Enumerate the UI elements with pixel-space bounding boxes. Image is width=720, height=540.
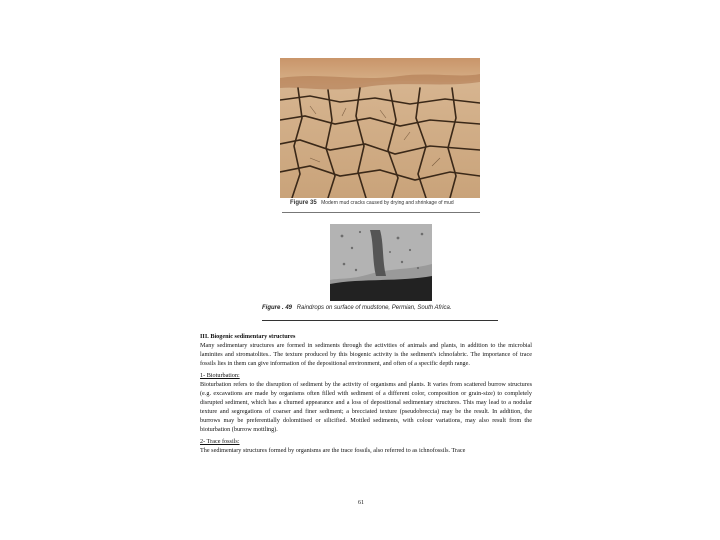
figure-caption-text: Modern mud cracks caused by drying and shrinkage of mud (321, 200, 454, 206)
trace-fossils-paragraph: The sedimentary structures formed by organisms are the trace fossils, also referred to as ichnofossils. Trace (200, 447, 466, 454)
bioturbation-paragraph: Bioturbation refers to the disruption of sediment by the activity of organisms and plants. It varies from scattered burrow structures (e.g. excavations are made by organisms often filled with sediment of a different color, composition or grain-size) to completely disrupted sediment, which has a churned appearance and a loss of depositional sedimentary structures. This may lead to a nodular texture and segregations of coarser and finer sediment; a brecciated texture (pseudobreccia) may be the result. In addition, the burrows may be preferentially dolomitised or silicified. Mottled sediments, with colour variations, may also result from the bioturbation (burrow mottling). (200, 381, 532, 433)
page-number: 61 (358, 500, 364, 506)
divider (262, 320, 498, 321)
subsection-title-trace-fossils: 2- Trace fossils: (200, 438, 240, 445)
intro-paragraph: Many sedimentary structures are formed in sediments through the activities of animals and plants, in addition to the microbial laminites and stromatolites.. The texture produced by this biogenic activity is the sediment's ichnofabric. The importance of trace fossils lies in them can give information of the depositional environment, and often of a specific depth range. (200, 342, 532, 367)
raindrops-photo (330, 224, 432, 301)
mud-cracks-photo (280, 58, 480, 198)
figure-label: Figure 35 (290, 200, 317, 206)
subsection-title-bioturbation: 1- Bioturbation: (200, 372, 240, 379)
section-body (200, 332, 532, 455)
section-heading: III. Biogenic sedimentary structures (200, 333, 296, 340)
figure-caption (262, 305, 502, 311)
figure-caption-text: Raindrops on surface of mudstone, Permian, South Africa. (296, 305, 452, 311)
divider (282, 212, 480, 213)
figure-label: Figure . 49 (262, 305, 293, 311)
figure-caption (290, 200, 490, 206)
